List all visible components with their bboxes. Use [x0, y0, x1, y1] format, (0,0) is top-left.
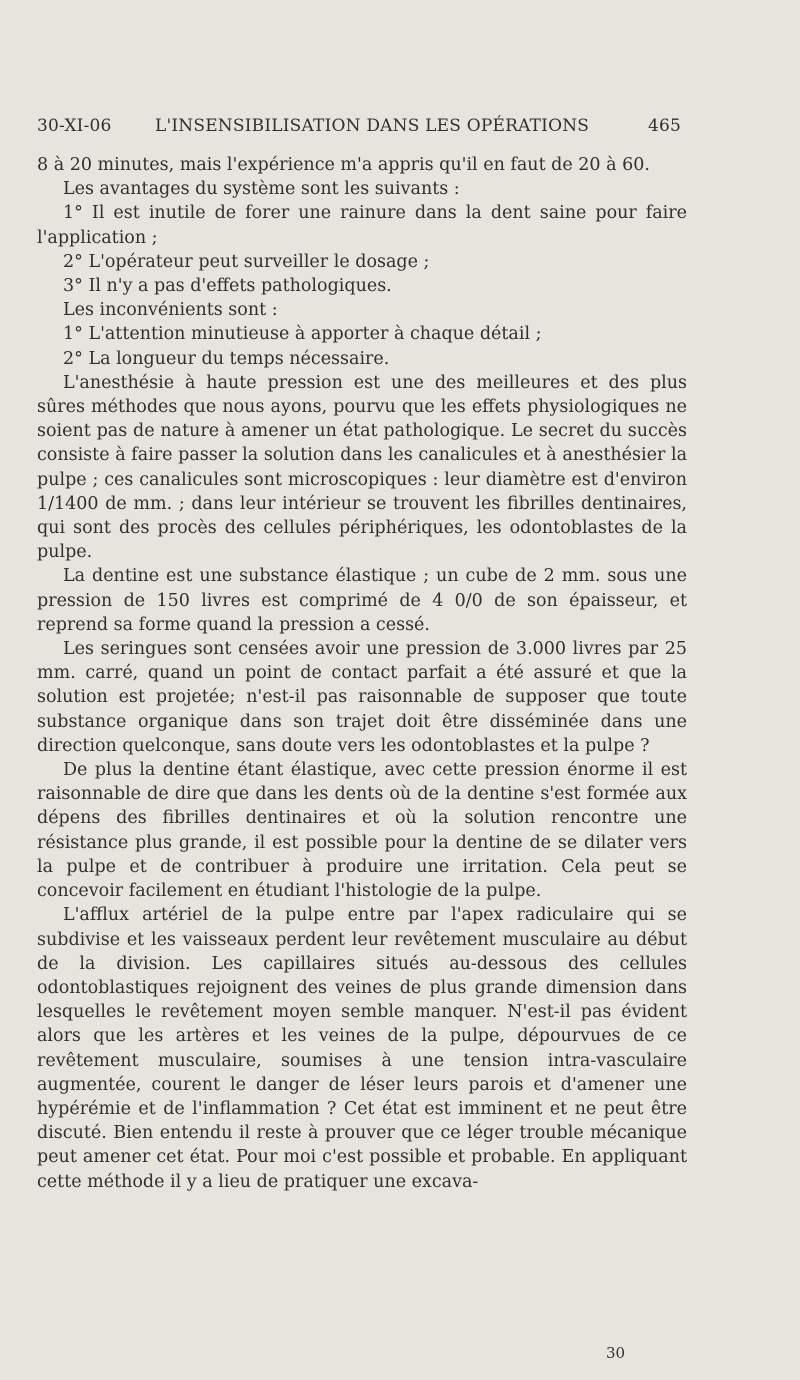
signature-mark: 30	[606, 1344, 626, 1362]
paragraph: 2° La longueur du temps nécessaire.	[63, 348, 390, 369]
paragraph: 1° Il est inutile de forer une rainure dans la dent saine pour faire l'application ;	[37, 203, 687, 248]
paragraph: 8 à 20 minutes, mais l'expérience m'a appris qu'il en faut de 20 à 60.	[37, 155, 650, 175]
header-title: L'INSENSIBILISATION DANS LES OPÉRATIONS	[155, 116, 590, 136]
paragraph: 3° Il n'y a pas d'effets pathologiques.	[63, 276, 392, 297]
paragraph: Les inconvénients sont :	[63, 300, 278, 321]
paragraph: 2° L'opérateur peut surveiller le dosage ;	[63, 251, 430, 272]
page-number: 465	[647, 116, 681, 136]
paragraph: Les seringues sont censées avoir une pression de 3.000 livres par 25 mm. carré, quand un point de contact parfait a été assuré et que la solution est projetée; n'est-il pas raisonnable de supposer que toute substance organique dans son trajet doit être disséminée dans une direction quelconque, sans doute vers les odontoblastes et la pulpe ?	[37, 639, 687, 756]
paragraph: Les avantages du système sont les suivants :	[63, 179, 460, 200]
body-text	[37, 153, 687, 1194]
paragraph: La dentine est une substance élastique ; un cube de 2 mm. sous une pression de 150 livres est comprimé de 4 0/0 de son épaisseur, et reprend sa forme quand la pression a cessé.	[37, 566, 687, 635]
paragraph: 1° L'attention minutieuse à apporter à chaque détail ;	[63, 324, 542, 345]
paragraph: L'anesthésie à haute pression est une des meilleures et des plus sûres méthodes que nous ayons, pourvu que les effets physiologiques ne soient pas de nature à amener un état pathologique. Le secret du succès consiste à faire passer la solution dans les canalicules et à anesthésier la pulpe ; ces canalicules sont microscopiques : leur diamètre est d'environ 1/1400 de mm. ; dans leur intérieur se trouvent les fibrilles dentinaires, qui sont des procès des cellules périphériques, les odontoblastes de la pulpe.	[37, 372, 687, 563]
paragraph: De plus la dentine étant élastique, avec cette pression énorme il est raisonnable de dire que dans les dents où de la dentine s'est formée aux dépens des fibrilles dentinaires et où la solution rencontre une résistance plus grande, il est possible pour la dentine de se dilater vers la pulpe et de contribuer à produire une irritation. Cela peut se concevoir facilement en étudiant l'histologie de la pulpe.	[37, 760, 687, 902]
header-date: 30-XI-06	[37, 116, 112, 136]
paragraph: L'afflux artériel de la pulpe entre par l'apex radiculaire qui se subdivise et les vaisseaux perdent leur revêtement musculaire au début de la division. Les capillaires situés au-dessous des cellules odontoblastiques rejoignent des veines de plus grande dimension dans lesquelles le revêtement moyen semble manquer. N'est-il pas évident alors que les artères et les veines de la pulpe, dépourvues de ce revêtement musculaire, soumises à une tension intra-vasculaire augmentée, courent le danger de léser leurs parois et d'amener une hypérémie et de l'inflammation ? Cet état est imminent et ne peut être discuté. Bien entendu il reste à prouver que ce léger trouble mécanique peut amener cet état. Pour moi c'est possible et probable. En appliquant cette méthode il y a lieu de pratiquer une excava-	[37, 905, 687, 1192]
